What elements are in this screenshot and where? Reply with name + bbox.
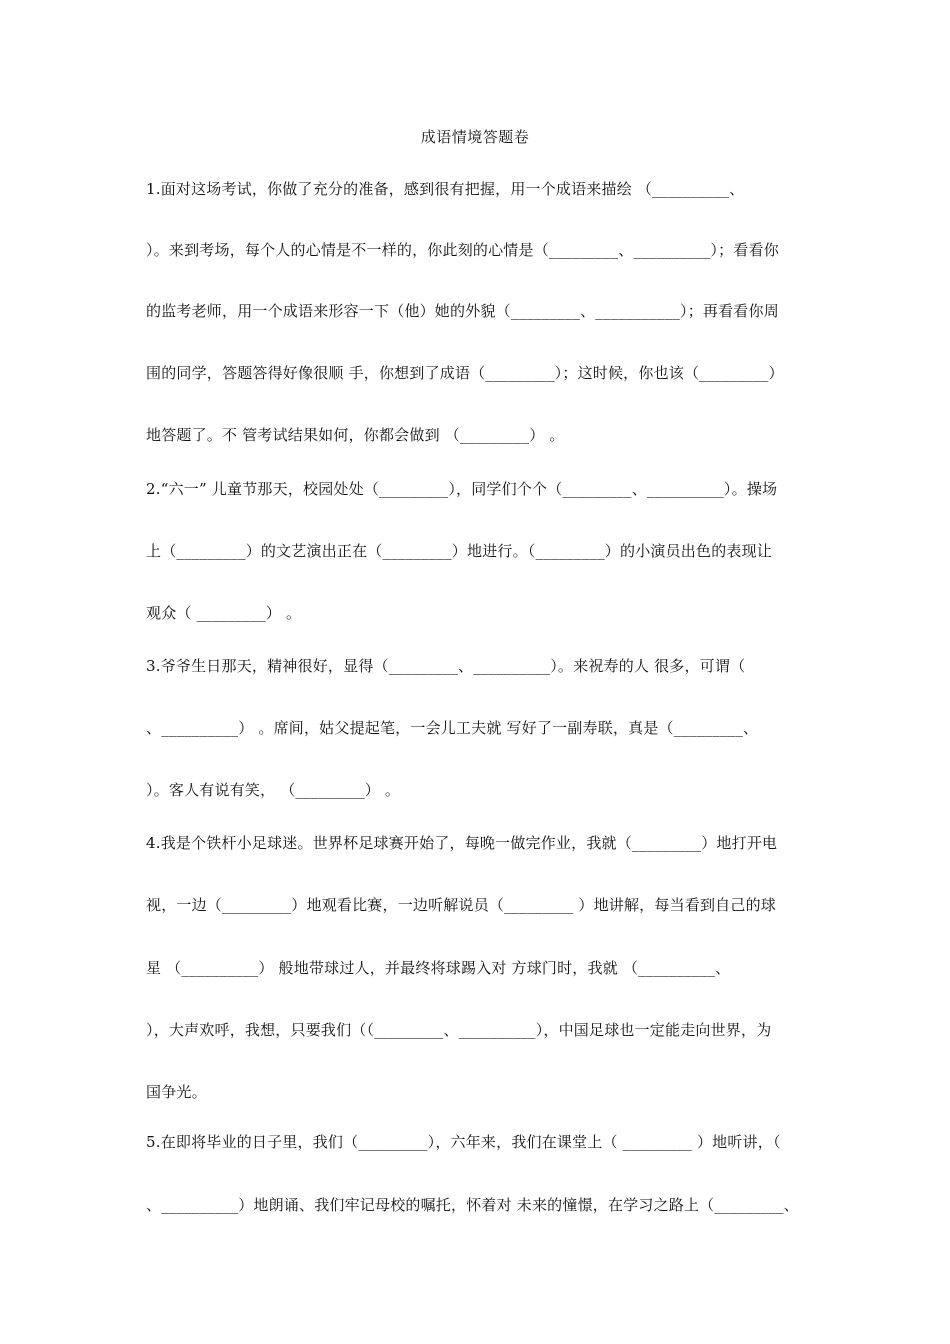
text-line: 观众（ _________） 。 bbox=[146, 604, 302, 622]
text-line: 上（_________）的文艺演出正在（_________）地进行。（_________）的小演员出色的表现让 bbox=[146, 542, 773, 560]
text-line: 1.面对这场考试，你做了充分的准备，感到很有把握，用一个成语来描绘 （__________、 bbox=[146, 180, 745, 198]
text-line: 围的同学，答题答得好像很顺 手，你想到了成语（_________）；这时候，你也该（_________） bbox=[146, 364, 784, 382]
text-line: 星 （__________） 般地带球过人，并最终将球踢入对 方球门时，我就 （__________、 bbox=[146, 959, 731, 977]
text-line: ），大声欢呼，我想，只要我们（（_________、__________），中国足球也一定能走向世界，为 bbox=[146, 1021, 772, 1039]
text-line: 、__________）地朗诵、我们牢记母校的嘱托，怀着对 未来的憧憬，在学习之路上（_________、 bbox=[146, 1196, 799, 1214]
text-line: 视，一边（_________）地观看比赛，一边听解说员（_________ ）地讲解，每当看到自己的球 bbox=[146, 896, 776, 914]
text-line: 4.我是个铁杆小足球迷。世界杯足球赛开始了，每晚一做完作业，我就（_________）地打开电 bbox=[146, 834, 778, 852]
text-line: 3.爷爷生日那天，精神很好，显得（_________、__________）。来祝寿的人 很多，可谓（ bbox=[146, 657, 746, 675]
page-title: 成语情境答题卷 bbox=[420, 128, 530, 146]
text-line: 2.“六一” 儿童节那天，校园处处（_________），同学们个个（_________、__________）。操场 bbox=[146, 480, 778, 498]
text-line: 5.在即将毕业的日子里，我们（_________），六年来，我们在课堂上（ _________ ）地听讲，（ bbox=[146, 1133, 781, 1151]
text-line: 地答题了。不 管考试结果如何，你都会做到 （_________） 。 bbox=[146, 426, 565, 444]
text-line: ）。客人有说有笑， （_________） 。 bbox=[146, 781, 401, 799]
text-line: ）。来到考场，每个人的心情是不一样的，你此刻的心情是（_________、__________）；看看你 bbox=[146, 241, 779, 259]
text-line: 、__________） 。席间，姑父提起笔，一会儿工夫就 写好了一副寿联，真是（_________、 bbox=[146, 719, 759, 737]
text-line: 的监考老师，用一个成语来形容一下（他）她的外貌（_________、___________）；再看看你周 bbox=[146, 302, 779, 320]
text-line: 国争光。 bbox=[146, 1083, 207, 1101]
